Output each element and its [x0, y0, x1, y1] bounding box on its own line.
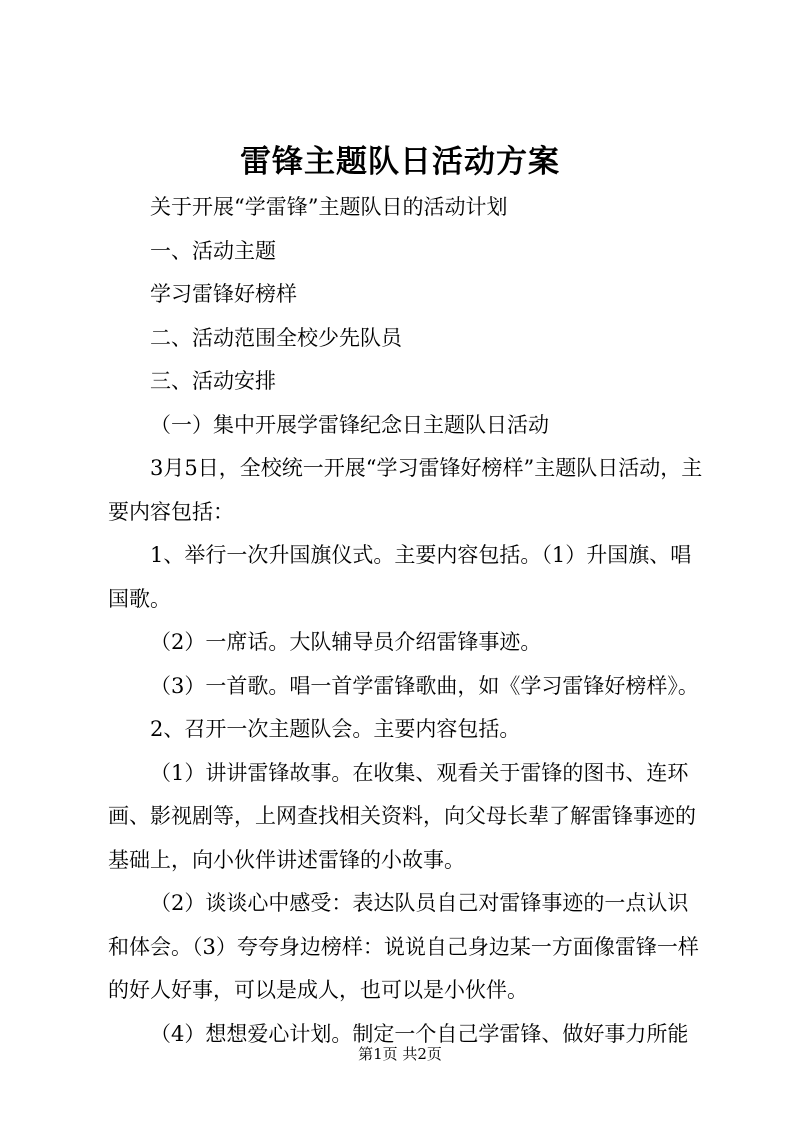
- paragraph-tell-stories: （1）讲讲雷锋故事。在收集、观看关于雷锋的图书、连环画、影视剧等，上网查找相关资料，向父母长辈了解雷锋事迹的基础上，向小伙伴讲述雷锋的小故事。: [108, 760, 696, 872]
- paragraph-theme: 学习雷锋好榜样: [150, 282, 297, 306]
- heading-activity-arrangement: 三、活动安排: [150, 369, 276, 393]
- paragraph-speech: （2）一席话。大队辅导员介绍雷锋事迹。: [150, 630, 542, 654]
- paragraph-march-5: 3月5日，全校统一开展“学习雷锋好榜样”主题队日活动，主要内容包括：: [108, 456, 703, 524]
- paragraph-love-plan: （4）想想爱心计划。制定一个自己学雷锋、做好事力所能: [150, 1021, 689, 1046]
- document-title: 雷锋主题队日活动方案: [240, 144, 560, 180]
- subheading-concentrated-activity: （一）集中开展学雷锋纪念日主题队日活动: [150, 412, 549, 437]
- paragraph-share-feelings: （2）谈谈心中感受：表达队员自己对雷锋事迹的一点认识和体会。（3）夸夸身边榜样：说说自己身边某一方面像雷锋一样的好人好事，可以是成人，也可以是小伙伴。: [108, 891, 699, 1002]
- paragraph-team-meeting: 2、召开一次主题队会。主要内容包括。: [150, 717, 521, 741]
- paragraph-flag-ceremony: 1、举行一次升国旗仪式。主要内容包括。（1）升国旗、唱国歌。: [108, 543, 692, 611]
- document-body: [108, 186, 708, 1056]
- heading-activity-scope: 二、活动范围全校少先队员: [150, 325, 402, 350]
- paragraph-intro: 关于开展“学雷锋”主题队日的活动计划: [150, 195, 508, 219]
- paragraph-song: （3）一首歌。唱一首学雷锋歌曲，如《学习雷锋好榜样》。: [150, 673, 699, 698]
- heading-activity-theme: 一、活动主题: [150, 238, 276, 263]
- page-number-footer: 第1页 共2页: [358, 1045, 442, 1063]
